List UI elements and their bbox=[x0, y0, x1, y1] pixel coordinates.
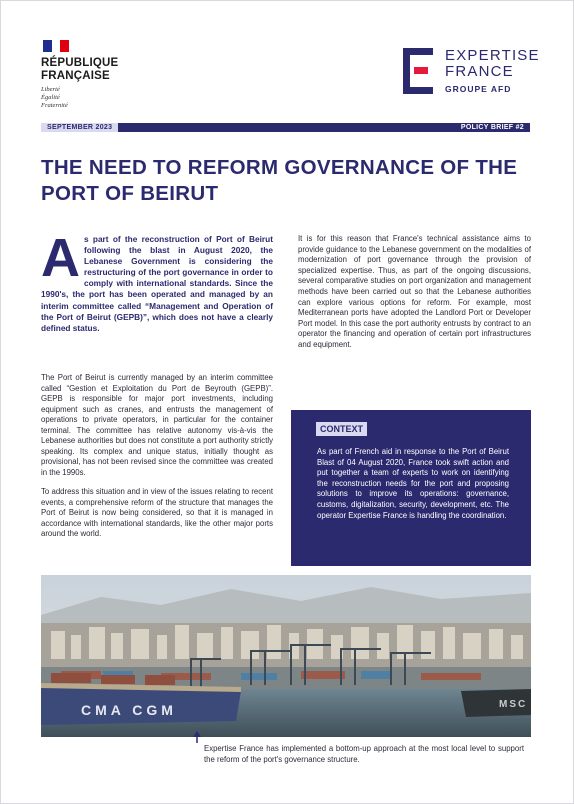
banner-brief-number: POLICY BRIEF #2 bbox=[460, 124, 524, 131]
body-paragraph-1: The Port of Beirut is currently managed by an interim committee called “Gestion et Exploitation du Port de Beyrouth (GEPB)”. GEPB is responsible for major port investments, including equipment such as cranes, and entrusts the management of operations to private operators, in particular for the container terminal. The committee has relative autonomy vis-à-vis the Lebanese authorities but does not constitute a port authority strictly speaking. Its complex and unique status, initially thought as provisional, has not been revised since the committee was created in the 1990s. bbox=[41, 373, 273, 477]
rf-name-line2: FRANÇAISE bbox=[41, 70, 110, 82]
banner-date: SEPTEMBER 2023 bbox=[41, 123, 118, 132]
expertise-france-mark-icon bbox=[403, 48, 435, 94]
republique-francaise-logo bbox=[41, 40, 131, 110]
title-line1: THE NEED TO REFORM GOVERNANCE OF THE bbox=[41, 156, 518, 179]
rf-motto-2: Égalité bbox=[41, 94, 60, 101]
drop-cap: A bbox=[41, 228, 80, 288]
ef-name-line1: EXPERTISE bbox=[445, 47, 540, 64]
photo-caption: Expertise France has implemented a bottom-up approach at the most local level to support the reform of the port's governance structure. bbox=[204, 744, 524, 764]
rf-motto bbox=[41, 86, 131, 110]
ship-name-cmacgm: CMA CGM bbox=[81, 702, 177, 718]
ef-group-label: GROUPE AFD bbox=[445, 84, 512, 94]
title-line2: PORT OF BEIRUT bbox=[41, 182, 219, 205]
rf-motto-1: Liberté bbox=[41, 86, 60, 93]
rf-name-line1: RÉPUBLIQUE bbox=[41, 57, 119, 69]
page-title bbox=[41, 155, 541, 207]
header-banner bbox=[41, 123, 530, 132]
french-flag-icon bbox=[43, 40, 69, 52]
body-paragraph-2: To address this situation and in view of the issues relating to recent events, a comprehensive reform of the structure that manages the Port of Beirut is now being considered, so that it is managed in accordance with international standards, like the other major ports around the world. bbox=[41, 487, 273, 538]
caption-pointer-line bbox=[196, 733, 198, 741]
ef-name-line2: FRANCE bbox=[445, 63, 514, 80]
port-photo-illustration bbox=[41, 575, 531, 737]
body-paragraph-3: It is for this reason that France's technical assistance aims to provide guidance to the Lebanese government on the modalities of modernization of port governance through the provision of specialized expertise. Thus, as part of the ongoing discussions, several comparative studies on port organization and management methods have been carried out so that the Lebanese authorities can explore various options for reform. For example, most Mediterranean ports have adopted the Landlord Port or Developer Port model. In this case the port authority entrusts by contract to an operator the financing and operation of certain port infrastructures and equipment. bbox=[298, 234, 531, 349]
lead-text: s part of the reconstruction of Port of Beirut following the blast in August 2020, the Lebanese Government is considering the restructuring of the port governance in order to comply with international standards. Since the 1990's, the port has been operated and managed by an interim committee called “Management and Operation of the Port of Beirut (GEPB)”, which does not have a clearly defined status. bbox=[41, 234, 273, 333]
lead-paragraph bbox=[41, 228, 273, 334]
context-box bbox=[291, 410, 531, 566]
ship-name-msc: MSC bbox=[499, 699, 528, 710]
context-text: As part of French aid in response to the Port of Beirut Blast of 04 August 2020, France took swift action and put together a team of experts to work on identifying the reconstruction needs for the port and proposing solutions to improve its operations: governance, customs, digitalization, security, development, etc. The operator Expertise France is handling the coordination. bbox=[317, 447, 509, 520]
rf-motto-3: Fraternité bbox=[41, 102, 68, 109]
port-of-beirut-photo bbox=[41, 575, 531, 737]
expertise-france-logo bbox=[403, 48, 540, 94]
caption-arrow-icon bbox=[192, 729, 202, 745]
context-label: CONTEXT bbox=[316, 422, 367, 436]
